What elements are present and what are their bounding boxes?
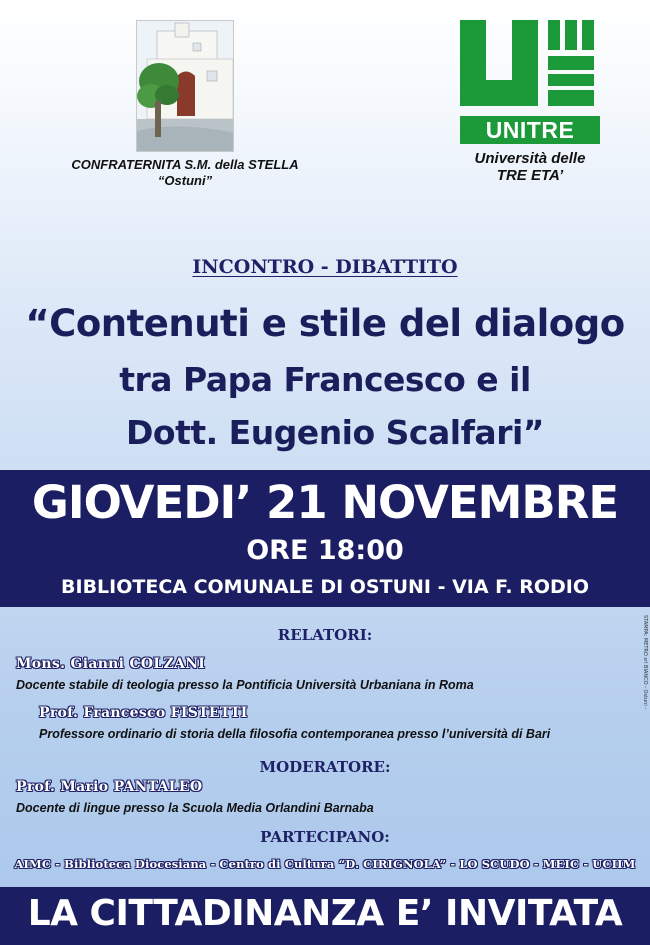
event-type-heading: INCONTRO - DIBATTITO xyxy=(192,256,458,278)
confraternita-image xyxy=(136,20,234,152)
church-illustration xyxy=(137,21,234,152)
speaker-2-name: Prof. Francesco FISTETTI xyxy=(39,705,248,721)
event-venue: BIBLIOTECA COMUNALE DI OSTUNI - VIA F. RODIO xyxy=(61,576,589,598)
event-date: GIOVEDI’ 21 NOVEMBRE xyxy=(31,476,619,529)
event-title-line1: “Contenuti e stile del dialogo xyxy=(25,302,625,345)
speaker-1-name: Mons. Gianni COLZANI xyxy=(16,656,206,672)
speaker-2-role: Professore ordinario di storia della filosofia contemporanea presso l’università di Bari xyxy=(39,727,551,741)
relatori-heading: RELATORI: xyxy=(277,626,373,644)
event-time: ORE 18:00 xyxy=(246,535,404,566)
unitre-subtitle xyxy=(440,150,620,184)
participants-list: AIMC - Biblioteca Diocesiana - Centro di Cultura “D. CIRIGNOLA” - LO SCUDO - MEIC - UCIIM xyxy=(14,857,636,871)
event-title-line2: tra Papa Francesco e il xyxy=(119,360,531,399)
invite-text: LA CITTADINANZA E’ INVITATA xyxy=(27,893,623,934)
confraternita-name xyxy=(30,157,340,189)
moderatore-heading: MODERATORE: xyxy=(259,758,391,776)
speaker-1-role: Docente stabile di teologia presso la Pontificia Università Urbaniana in Roma xyxy=(16,678,474,692)
printer-credit: STAMPA: METRO srl BIANCO - Ostuni - xyxy=(642,615,648,710)
confraternita-name-line2: “Ostuni” xyxy=(157,173,213,188)
unitre-subtitle-line1: Università delle xyxy=(474,150,586,167)
confraternita-name-line1: CONFRATERNITA S.M. della STELLA xyxy=(71,157,299,172)
moderator-name: Prof. Mario PANTALEO xyxy=(16,779,203,795)
moderator-role: Docente di lingue presso la Scuola Media Orlandini Barnaba xyxy=(16,801,374,815)
unitre-subtitle-line2: TRE ETA’ xyxy=(496,167,564,184)
partecipano-heading: PARTECIPANO: xyxy=(260,828,390,846)
unitre-logo-text: UNITRE xyxy=(485,117,575,143)
event-title-line3: Dott. Eugenio Scalfari” xyxy=(126,413,544,452)
